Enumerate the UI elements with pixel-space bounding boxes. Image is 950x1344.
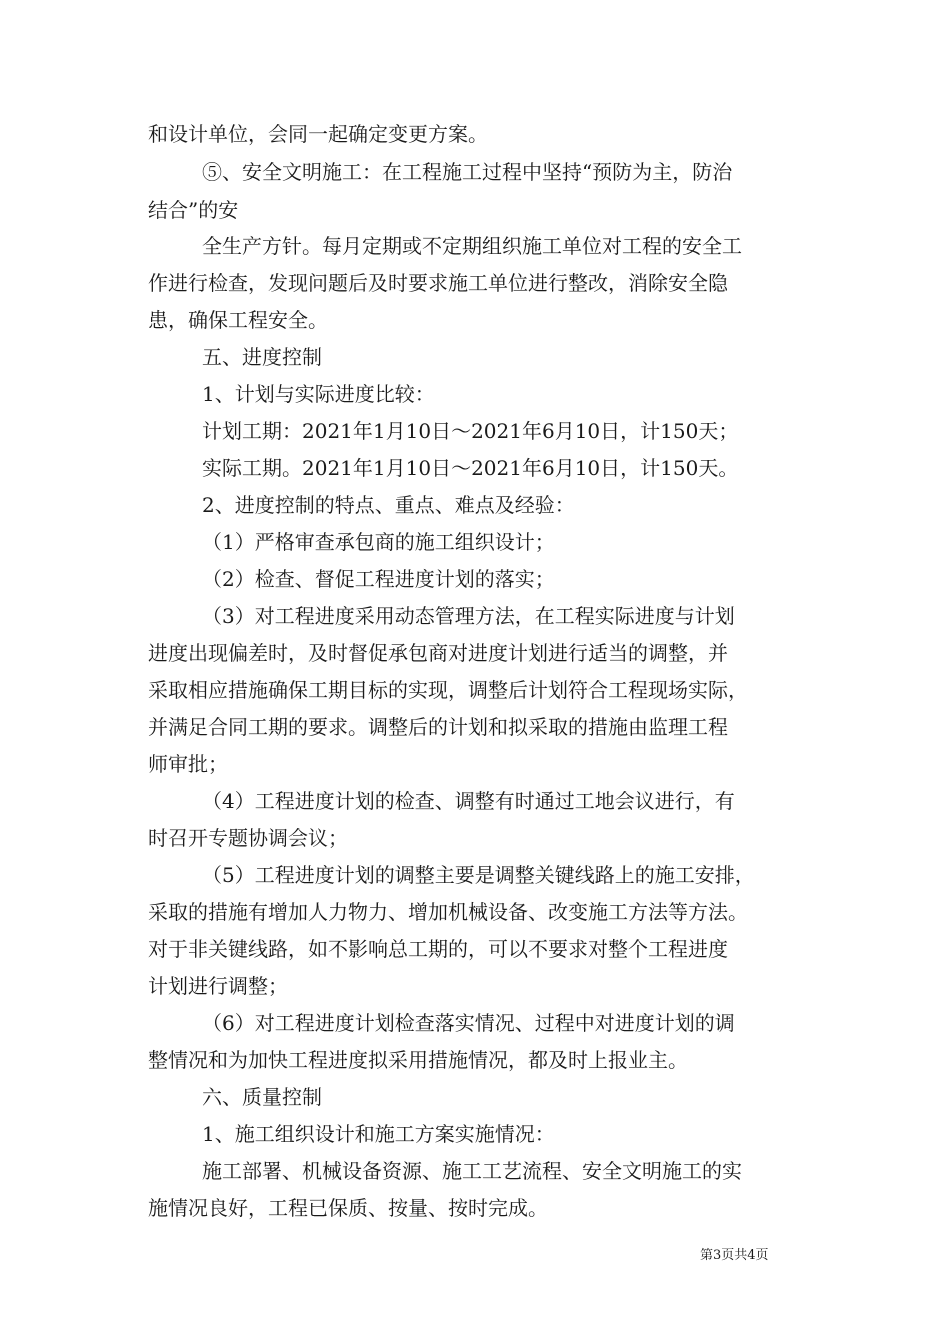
text-line: 施情况良好，工程已保质、按量、按时完成。 <box>148 1196 548 1220</box>
list-item: （5）工程进度计划的调整主要是调整关键线路上的施工安排， <box>202 863 755 887</box>
text-line: 患，确保工程安全。 <box>148 308 328 332</box>
text-line: 并满足合同工期的要求。调整后的计划和拟采取的措施由监理工程 <box>148 715 728 739</box>
page-number: 第3页共4页 <box>700 1248 769 1263</box>
list-item: （1）严格审查承包商的施工组织设计； <box>202 530 555 554</box>
text-line: 采取的措施有增加人力物力、增加机械设备、改变施工方法等方法。 <box>148 900 748 924</box>
text-line: 1、施工组织设计和施工方案实施情况： <box>202 1122 555 1146</box>
text-line: 结合”的安 <box>148 198 239 222</box>
text-line: 整情况和为加快工程进度拟采用措施情况，都及时上报业主。 <box>148 1048 688 1072</box>
text-line: 1、计划与实际进度比较： <box>202 382 435 406</box>
section-heading: 六、质量控制 <box>202 1085 322 1109</box>
text-line: 计划进行调整； <box>148 974 288 998</box>
list-item: （2）检查、督促工程进度计划的落实； <box>202 567 555 591</box>
text-line: 2、进度控制的特点、重点、难点及经验： <box>202 493 575 517</box>
section-heading: 五、进度控制 <box>202 345 322 369</box>
list-item: （6）对工程进度计划检查落实情况、过程中对进度计划的调 <box>202 1011 735 1035</box>
text-line: ⑤、安全文明施工：在工程施工过程中坚持“预防为主，防治 <box>202 160 733 184</box>
text-line: 全生产方针。每月定期或不定期组织施工单位对工程的安全工 <box>202 234 742 258</box>
text-line: 作进行检查，发现问题后及时要求施工单位进行整改，消除安全隐 <box>148 271 728 295</box>
text-line: 采取相应措施确保工期目标的实现，调整后计划符合工程现场实际， <box>148 678 748 702</box>
text-line: 计划工期：2021年1月10日～2021年6月10日，计150天； <box>202 419 739 443</box>
text-line: 时召开专题协调会议； <box>148 826 348 850</box>
text-line: 和设计单位，会同一起确定变更方案。 <box>148 122 488 146</box>
text-line: 对于非关键线路，如不影响总工期的，可以不要求对整个工程进度 <box>148 937 728 961</box>
text-line: 师审批； <box>148 752 228 776</box>
list-item: （3）对工程进度采用动态管理方法，在工程实际进度与计划 <box>202 604 735 628</box>
text-line: 实际工期。2021年1月10日～2021年6月10日，计150天。 <box>202 456 739 480</box>
text-line: 施工部署、机械设备资源、施工工艺流程、安全文明施工的实 <box>202 1159 742 1183</box>
list-item: （4）工程进度计划的检查、调整有时通过工地会议进行，有 <box>202 789 735 813</box>
text-line: 进度出现偏差时，及时督促承包商对进度计划进行适当的调整，并 <box>148 641 728 665</box>
